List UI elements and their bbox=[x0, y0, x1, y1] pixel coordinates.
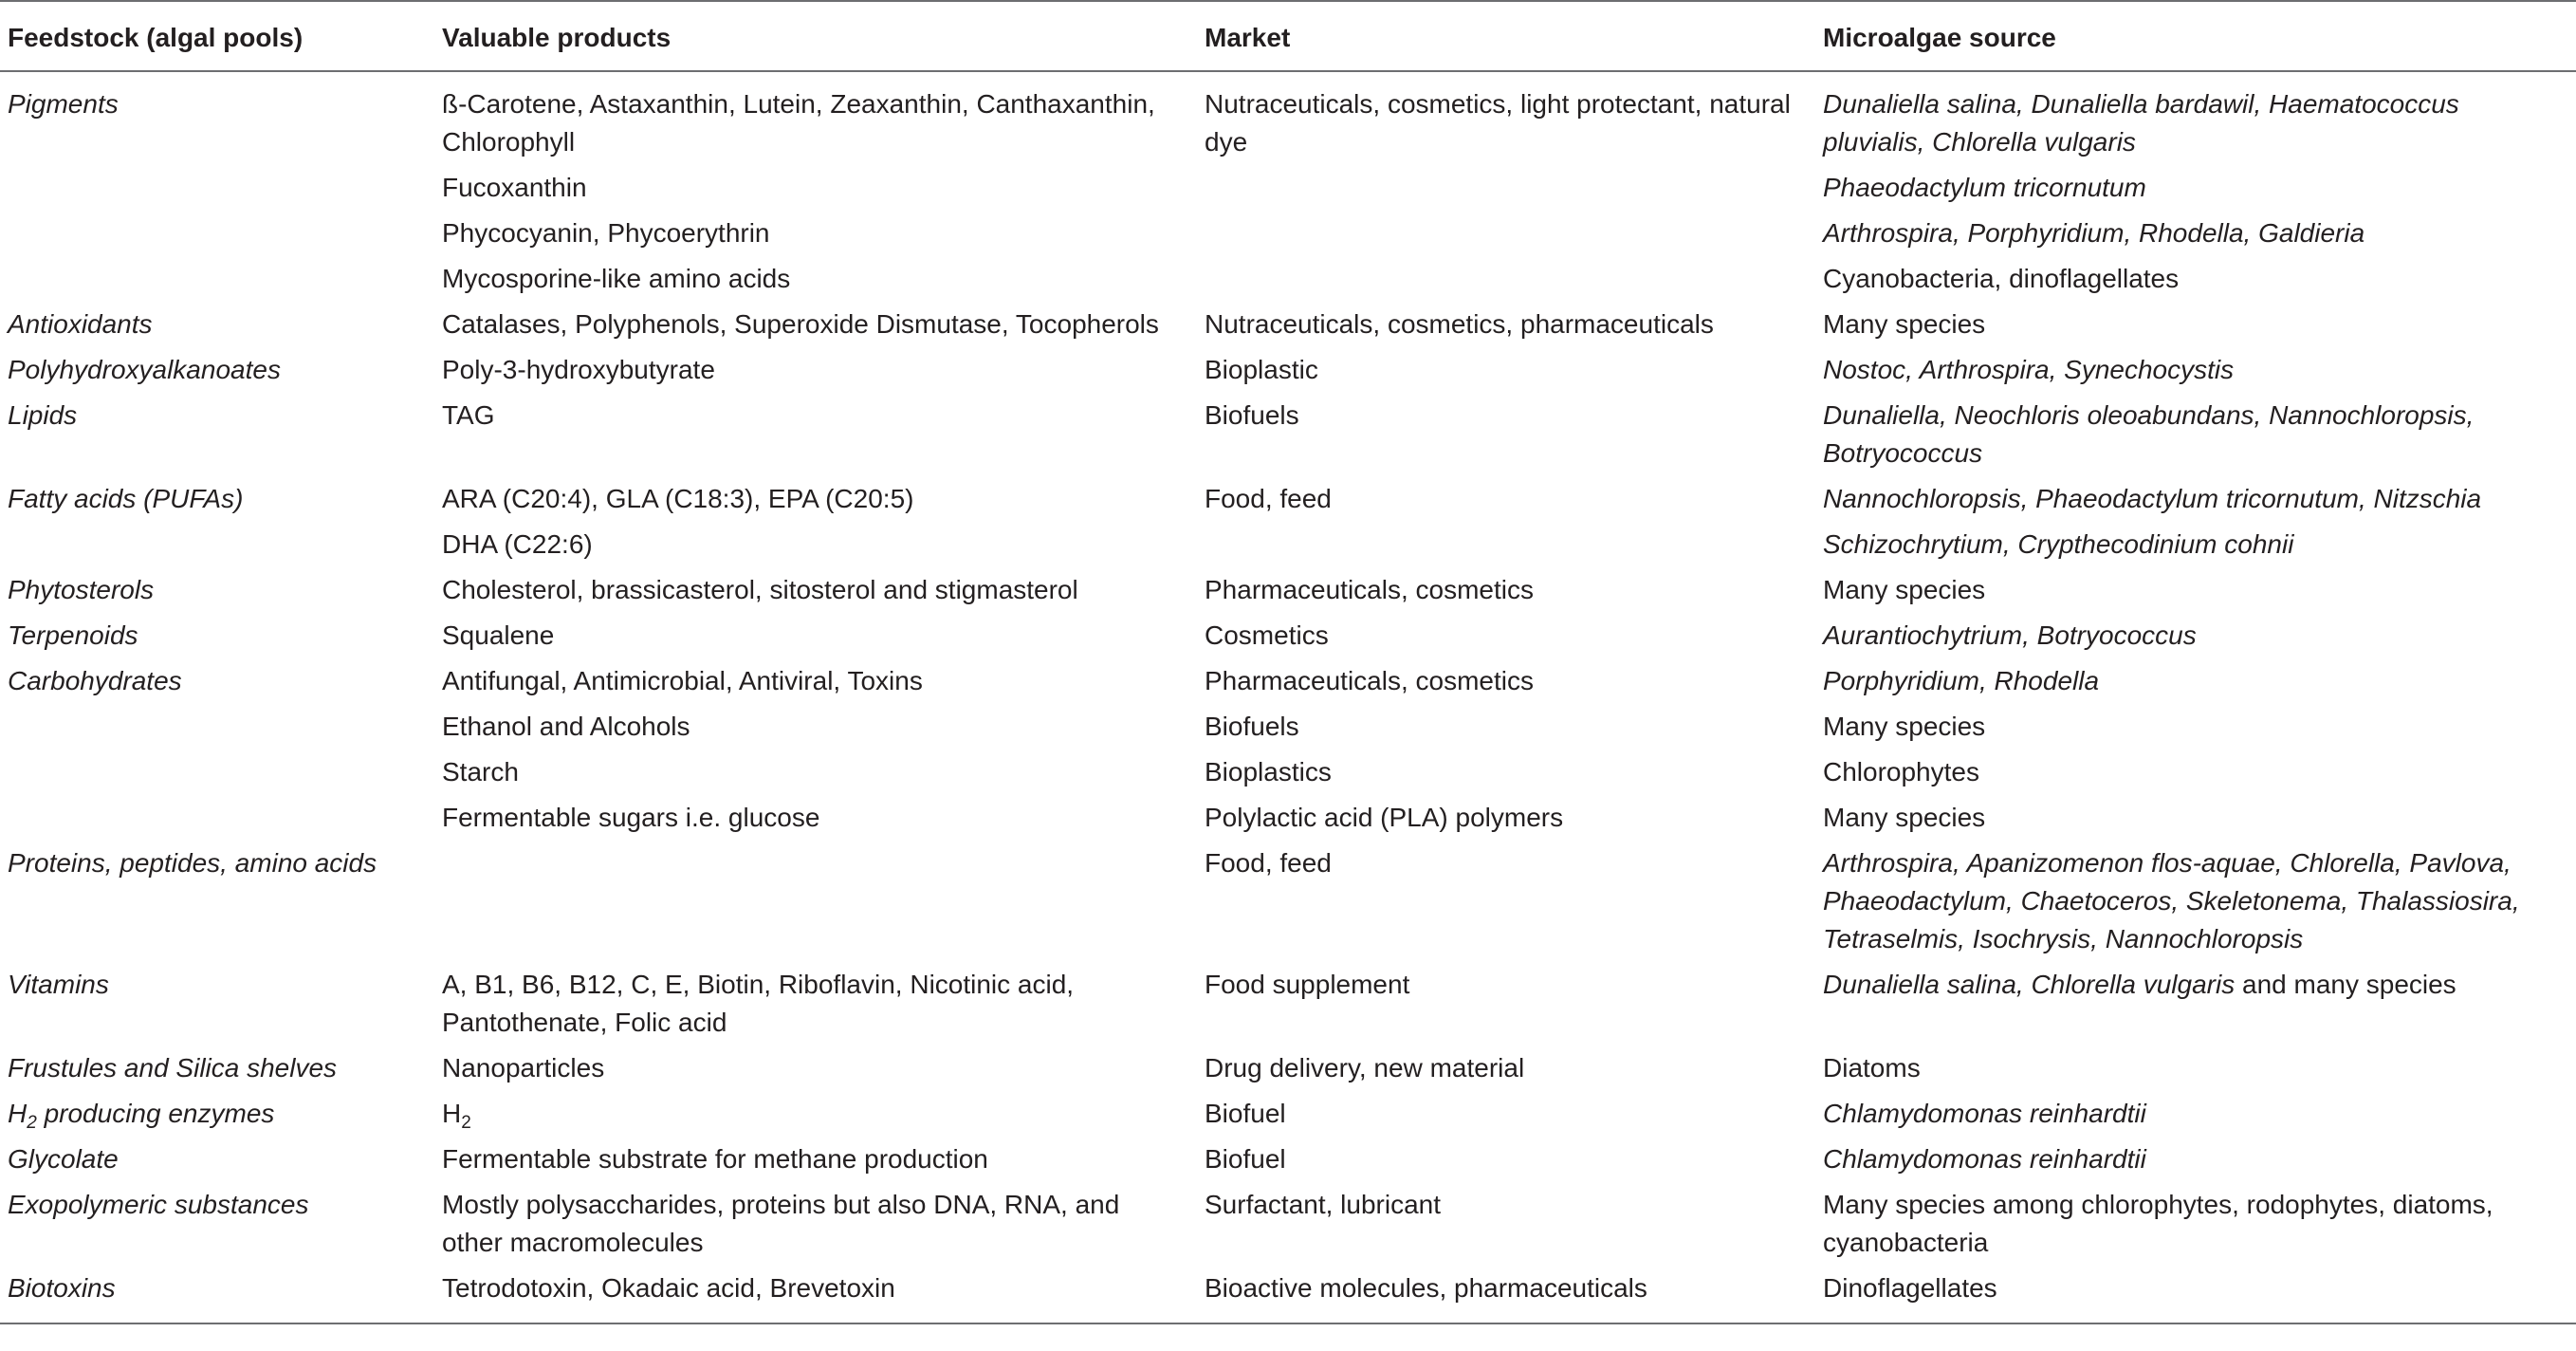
market-cell bbox=[1195, 211, 1813, 256]
table-row bbox=[0, 750, 2576, 795]
source-cell: Arthrospira, Porphyridium, Rhodella, Galdieria bbox=[1823, 218, 2365, 248]
products-cell: DHA (C22:6) bbox=[442, 529, 593, 559]
source-cell: Nannochloropsis, Phaeodactylum tricornutum, Nitzschia bbox=[1823, 484, 2482, 513]
source-cell: Schizochrytium, Crypthecodinium cohnii bbox=[1823, 529, 2294, 559]
products-subscript: 2 bbox=[461, 1113, 471, 1133]
feedstock-cell bbox=[0, 704, 432, 750]
products-cell: Catalases, Polyphenols, Superoxide Dismutase, Tocopherols bbox=[442, 309, 1159, 339]
market-cell: Pharmaceuticals, cosmetics bbox=[1205, 666, 1535, 695]
market-cell: Polylactic acid (PLA) polymers bbox=[1205, 803, 1564, 832]
feedstock-cell: Terpenoids bbox=[8, 620, 138, 650]
products-cell: TAG bbox=[442, 400, 495, 430]
products-cell: Starch bbox=[442, 757, 519, 787]
source-cell: Dunaliella salina, Dunaliella bardawil, Haematococcus pluvialis, Chlorella vulgaris bbox=[1823, 89, 2459, 157]
market-cell: Biofuels bbox=[1205, 400, 1299, 430]
market-cell: Biofuel bbox=[1205, 1144, 1286, 1174]
market-cell: Food supplement bbox=[1205, 970, 1410, 999]
products-cell: Nanoparticles bbox=[442, 1053, 605, 1083]
feedstock-cell: Fatty acids (PUFAs) bbox=[8, 484, 244, 513]
market-cell: Biofuels bbox=[1205, 712, 1299, 741]
table-row bbox=[0, 71, 2576, 165]
table-row bbox=[0, 704, 2576, 750]
market-cell: Nutraceuticals, cosmetics, pharmaceuticals bbox=[1205, 309, 1714, 339]
source-cell: Chlamydomonas reinhardtii bbox=[1823, 1144, 2146, 1174]
products-h-text: H bbox=[442, 1099, 462, 1128]
feedstock-cell bbox=[0, 522, 432, 567]
market-cell: Bioplastics bbox=[1205, 757, 1332, 787]
products-cell: Poly-3-hydroxybutyrate bbox=[442, 355, 715, 384]
products-cell: Squalene bbox=[442, 620, 555, 650]
products-cell: Mostly polysaccharides, proteins but also DNA, RNA, and other macromolecules bbox=[442, 1190, 1120, 1257]
feedstock-cell: Lipids bbox=[8, 400, 78, 430]
products-cell bbox=[432, 841, 1195, 962]
feedstock-cell: Carbohydrates bbox=[8, 666, 182, 695]
source-cell: Chlorophytes bbox=[1823, 757, 1979, 787]
table-row bbox=[0, 165, 2576, 211]
table-row bbox=[0, 347, 2576, 393]
feedstock-cell bbox=[0, 256, 432, 302]
table-row bbox=[0, 1091, 2576, 1137]
table-row bbox=[0, 841, 2576, 962]
table-row bbox=[0, 211, 2576, 256]
market-cell: Food, feed bbox=[1205, 848, 1332, 878]
feedstock-cell: Biotoxins bbox=[0, 1266, 432, 1323]
feedstock-cell: Antioxidants bbox=[8, 309, 153, 339]
source-cell: Many species among chlorophytes, rodophytes, diatoms, cyanobacteria bbox=[1823, 1190, 2493, 1257]
feedstock-cell: Phytosterols bbox=[8, 575, 155, 604]
market-cell: Biofuel bbox=[1205, 1099, 1286, 1128]
source-cell bbox=[1813, 962, 2576, 1046]
source-cell: Diatoms bbox=[1823, 1053, 1921, 1083]
market-cell bbox=[1195, 522, 1813, 567]
market-cell: Bioactive molecules, pharmaceuticals bbox=[1195, 1266, 1813, 1323]
market-cell: Cosmetics bbox=[1205, 620, 1329, 650]
products-cell bbox=[432, 1091, 1195, 1137]
header-feedstock: Feedstock (algal pools) bbox=[0, 1, 432, 71]
header-market: Market bbox=[1195, 1, 1813, 71]
source-cell: Chlamydomonas reinhardtii bbox=[1823, 1099, 2146, 1128]
feedstock-cell bbox=[0, 750, 432, 795]
products-cell: ARA (C20:4), GLA (C18:3), EPA (C20:5) bbox=[442, 484, 914, 513]
source-cell: Many species bbox=[1823, 712, 1986, 741]
source-cell: Many species bbox=[1823, 575, 1986, 604]
products-cell: Fucoxanthin bbox=[442, 173, 587, 202]
source-cell: Many species bbox=[1823, 309, 1986, 339]
products-cell: Mycosporine-like amino acids bbox=[442, 264, 791, 293]
market-cell bbox=[1195, 256, 1813, 302]
market-cell: Bioplastic bbox=[1205, 355, 1318, 384]
table-row bbox=[0, 1182, 2576, 1266]
source-cell: Dinoflagellates bbox=[1813, 1266, 2576, 1323]
feedstock-h-text: H bbox=[8, 1099, 28, 1128]
feedstock-cell: Vitamins bbox=[8, 970, 109, 999]
feedstock-cell: Polyhydroxyalkanoates bbox=[8, 355, 281, 384]
products-cell: Cholesterol, brassicasterol, sitosterol and stigmasterol bbox=[442, 575, 1078, 604]
source-cell: Cyanobacteria, dinoflagellates bbox=[1823, 264, 2180, 293]
products-cell: Fermentable sugars i.e. glucose bbox=[442, 803, 820, 832]
feedstock-cell bbox=[0, 165, 432, 211]
products-cell: Phycocyanin, Phycoerythrin bbox=[442, 218, 770, 248]
header-microalgae-source: Microalgae source bbox=[1813, 1, 2576, 71]
market-cell: Pharmaceuticals, cosmetics bbox=[1205, 575, 1535, 604]
table-row bbox=[0, 658, 2576, 704]
source-cell: Nostoc, Arthrospira, Synechocystis bbox=[1823, 355, 2235, 384]
table-row bbox=[0, 256, 2576, 302]
source-cell: Arthrospira, Apanizomenon flos-aquae, Chlorella, Pavlova, Phaeodactylum, Chaetoceros, Skeletonema, Thalassiosira, Tetraselmis, Isochrysis, Nannochloropsis bbox=[1823, 848, 2520, 953]
feedstock-cell: Pigments bbox=[8, 89, 119, 119]
header-row bbox=[0, 1, 2576, 71]
products-cell: Ethanol and Alcohols bbox=[442, 712, 690, 741]
table-row bbox=[0, 1137, 2576, 1182]
table-row bbox=[0, 393, 2576, 476]
market-cell bbox=[1195, 165, 1813, 211]
feedstock-cell: Exopolymeric substances bbox=[8, 1190, 309, 1219]
feedstock-cell: Glycolate bbox=[8, 1144, 119, 1174]
table-row bbox=[0, 613, 2576, 658]
table-row bbox=[0, 1046, 2576, 1091]
feedstock-cell: Proteins, peptides, amino acids bbox=[8, 848, 377, 878]
table-row bbox=[0, 1266, 2576, 1323]
feedstock-rest-text: producing enzymes bbox=[36, 1099, 275, 1128]
feedstock-cell bbox=[0, 211, 432, 256]
table-row bbox=[0, 962, 2576, 1046]
source-cell: Phaeodactylum tricornutum bbox=[1823, 173, 2146, 202]
products-cell: Tetrodotoxin, Okadaic acid, Brevetoxin bbox=[432, 1266, 1195, 1323]
products-cell: Antifungal, Antimicrobial, Antiviral, Toxins bbox=[442, 666, 923, 695]
feedstock-subscript: 2 bbox=[27, 1113, 37, 1133]
table-row bbox=[0, 522, 2576, 567]
feedstock-cell: Frustules and Silica shelves bbox=[8, 1053, 338, 1083]
feedstock-cell bbox=[0, 795, 432, 841]
products-cell: ß-Carotene, Astaxanthin, Lutein, Zeaxanthin, Canthaxanthin, Chlorophyll bbox=[442, 89, 1155, 157]
table-row bbox=[0, 302, 2576, 347]
products-cell: A, B1, B6, B12, C, E, Biotin, Riboflavin, Nicotinic acid, Pantothenate, Folic acid bbox=[442, 970, 1075, 1037]
table-row bbox=[0, 795, 2576, 841]
source-cell: Aurantiochytrium, Botryococcus bbox=[1823, 620, 2197, 650]
table-row bbox=[0, 476, 2576, 522]
source-cell: Porphyridium, Rhodella bbox=[1823, 666, 2100, 695]
market-cell: Food, feed bbox=[1205, 484, 1332, 513]
feedstock-cell bbox=[0, 1091, 432, 1137]
products-cell: Fermentable substrate for methane production bbox=[442, 1144, 988, 1174]
market-cell: Nutraceuticals, cosmetics, light protectant, natural dye bbox=[1205, 89, 1791, 157]
source-cell: Many species bbox=[1823, 803, 1986, 832]
source-cell: Dunaliella, Neochloris oleoabundans, Nannochloropsis, Botryococcus bbox=[1823, 400, 2475, 468]
table-row bbox=[0, 567, 2576, 613]
source-italic-text: Dunaliella salina, Chlorella vulgaris bbox=[1823, 970, 2236, 999]
market-cell: Surfactant, lubricant bbox=[1205, 1190, 1442, 1219]
source-plain-text: and many species bbox=[2235, 970, 2456, 999]
market-cell: Drug delivery, new material bbox=[1205, 1053, 1525, 1083]
header-valuable-products: Valuable products bbox=[432, 1, 1195, 71]
